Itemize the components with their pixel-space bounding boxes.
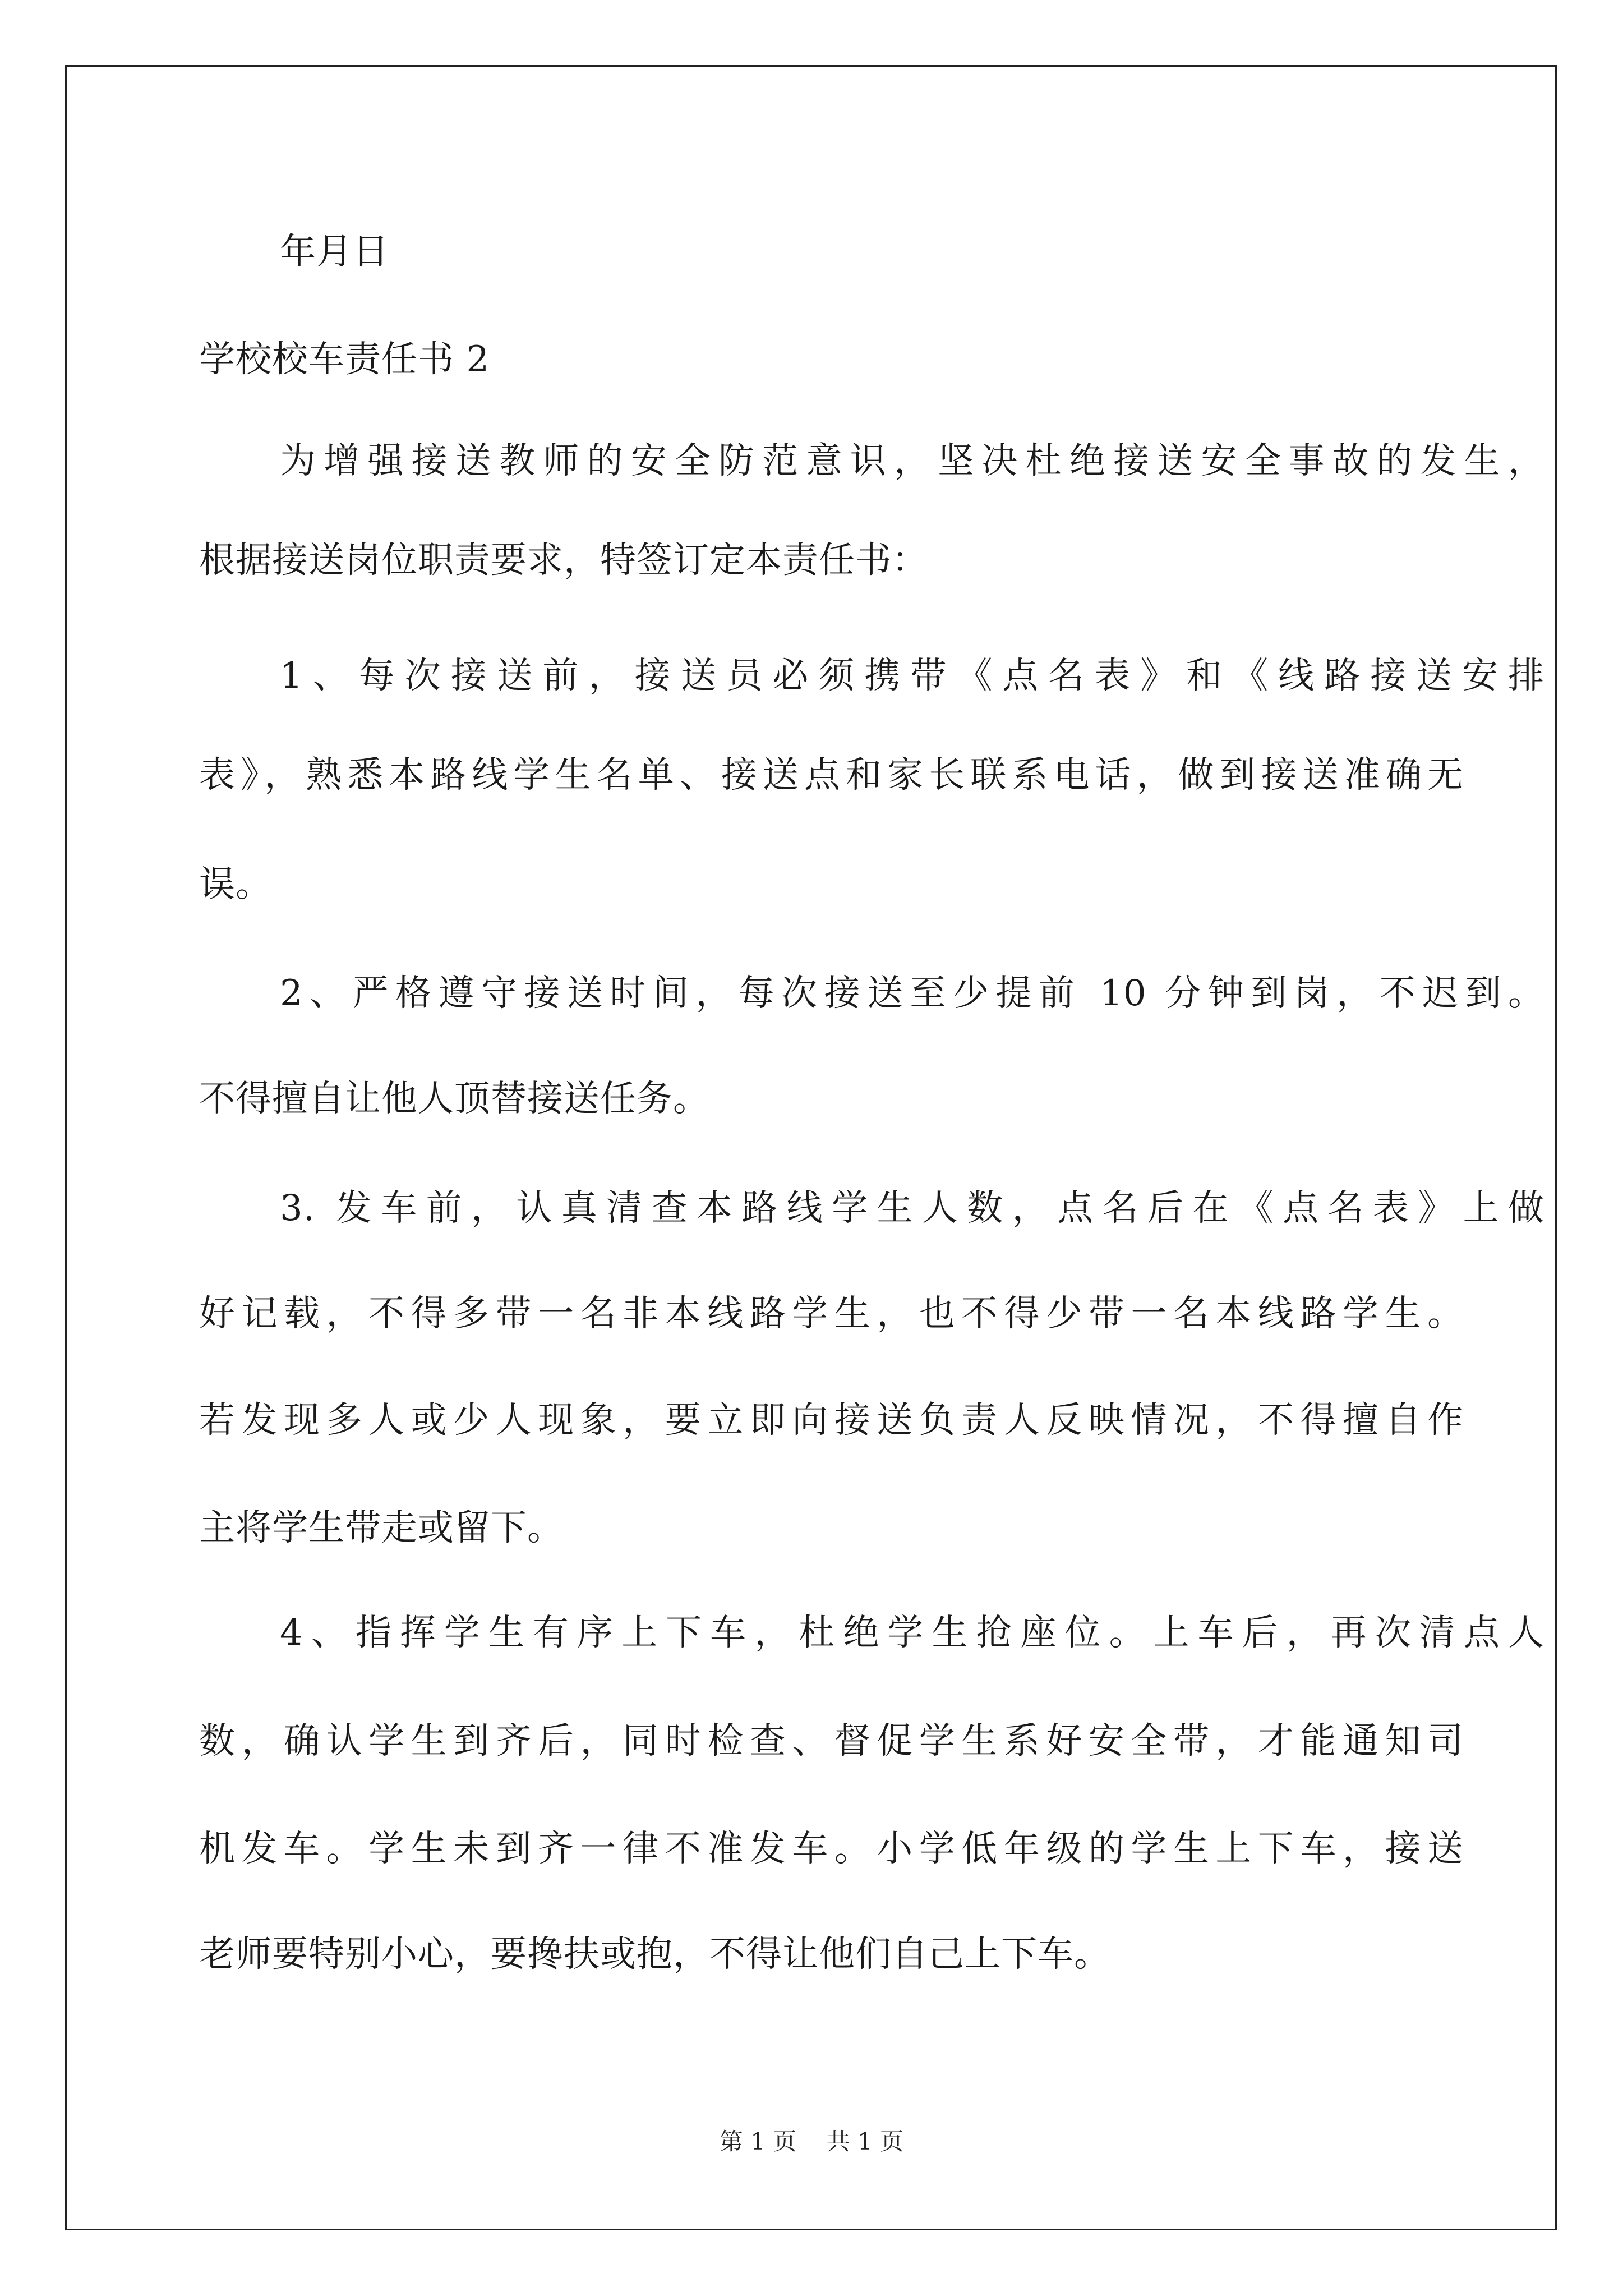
paragraph-4-line-1: 3. 发车前，认真清查本路线学生人数，点名后在《点名表》上做 — [280, 1188, 1544, 1229]
paragraph-1-line-2: 根据接送岗位职责要求，特签订定本责任书： — [199, 540, 928, 581]
paragraph-5-line-4: 老师要特别小心，要搀扶或抱，不得让他们自己上下车。 — [199, 1934, 1110, 1975]
paragraph-4-line-4: 主将学生带走或留下。 — [199, 1507, 564, 1549]
paragraph-1-line-1: 为增强接送教师的安全防范意识，坚决杜绝接送安全事故的发生， — [280, 440, 1544, 482]
paragraph-4-line-2: 好记载，不得多带一名非本线路学生，也不得少带一名本线路学生。 — [199, 1293, 1464, 1335]
paragraph-2-line-1: 1、每次接送前，接送员必须携带《点名表》和《线路接送安排 — [280, 655, 1544, 697]
document-title: 学校校车责任书 2 — [199, 339, 490, 380]
paragraph-5-line-1: 4、指挥学生有序上下车，杜绝学生抢座位。上车后，再次清点人 — [280, 1612, 1544, 1654]
paragraph-5-line-3: 机发车。学生未到齐一律不准发车。小学低年级的学生上下车，接送 — [199, 1828, 1464, 1870]
paragraph-3-line-1: 2、严格遵守接送时间，每次接送至少提前 10 分钟到岗，不迟到。 — [280, 973, 1544, 1014]
date-line: 年月日 — [280, 231, 389, 273]
paragraph-3-line-2: 不得擅自让他人顶替接送任务。 — [199, 1078, 709, 1120]
paragraph-2-line-3: 误。 — [199, 864, 272, 905]
paragraph-5-line-2: 数，确认学生到齐后，同时检查、督促学生系好安全带，才能通知司 — [199, 1720, 1464, 1762]
page-number-footer: 第 1 页 共 1 页 — [719, 2128, 904, 2155]
page-border — [65, 65, 1557, 2230]
paragraph-2-line-2: 表》，熟悉本路线学生名单、接送点和家长联系电话，做到接送准确无 — [199, 754, 1464, 796]
paragraph-4-line-3: 若发现多人或少人现象，要立即向接送负责人反映情况，不得擅自作 — [199, 1400, 1464, 1441]
